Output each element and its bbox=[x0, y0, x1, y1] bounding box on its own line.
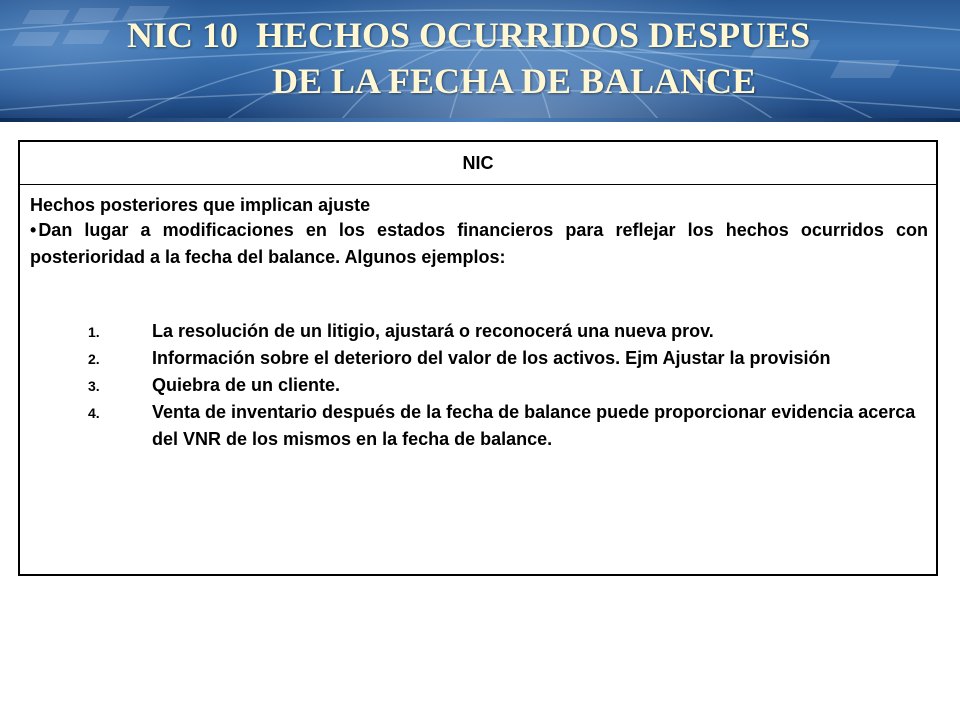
list-item-number: 2. bbox=[88, 351, 100, 367]
examples-list bbox=[30, 318, 928, 453]
bullet-text: Dan lugar a modificaciones en los estados financieros para reflejar los hechos ocurridos con posterioridad a la fecha del balance. Algunos ejemplos: bbox=[30, 220, 928, 267]
list-item-number: 1. bbox=[88, 324, 100, 340]
table-header: NIC bbox=[20, 142, 936, 185]
list-item-number: 3. bbox=[88, 378, 100, 394]
list-item bbox=[30, 345, 928, 372]
list-item-text: La resolución de un litigio, ajustará o reconocerá una nueva prov. bbox=[152, 321, 714, 341]
banner-divider bbox=[0, 118, 960, 122]
list-item-number: 4. bbox=[88, 405, 100, 421]
list-item-text: Venta de inventario después de la fecha de balance puede proporcionar evidencia acerca del VNR de los mismos en la fecha de balance. bbox=[152, 402, 916, 449]
title-line-1: NIC 10 HECHOS OCURRIDOS DESPUES bbox=[127, 15, 811, 55]
bullet-paragraph bbox=[30, 217, 928, 271]
list-item-text: Quiebra de un cliente. bbox=[152, 375, 341, 395]
table-body-cell bbox=[20, 185, 936, 453]
list-item bbox=[30, 318, 928, 345]
list-item bbox=[30, 372, 928, 399]
nic-table bbox=[18, 140, 938, 576]
title-banner bbox=[0, 0, 960, 122]
subheading: Hechos posteriores que implican ajuste bbox=[30, 195, 371, 215]
title-line-2: DE LA FECHA DE BALANCE bbox=[272, 61, 757, 101]
list-item-text: Información sobre el deterioro del valor de los activos. Ejm Ajustar la provisión bbox=[152, 348, 831, 368]
list-item bbox=[30, 399, 928, 453]
bullet-icon: • bbox=[30, 220, 37, 240]
